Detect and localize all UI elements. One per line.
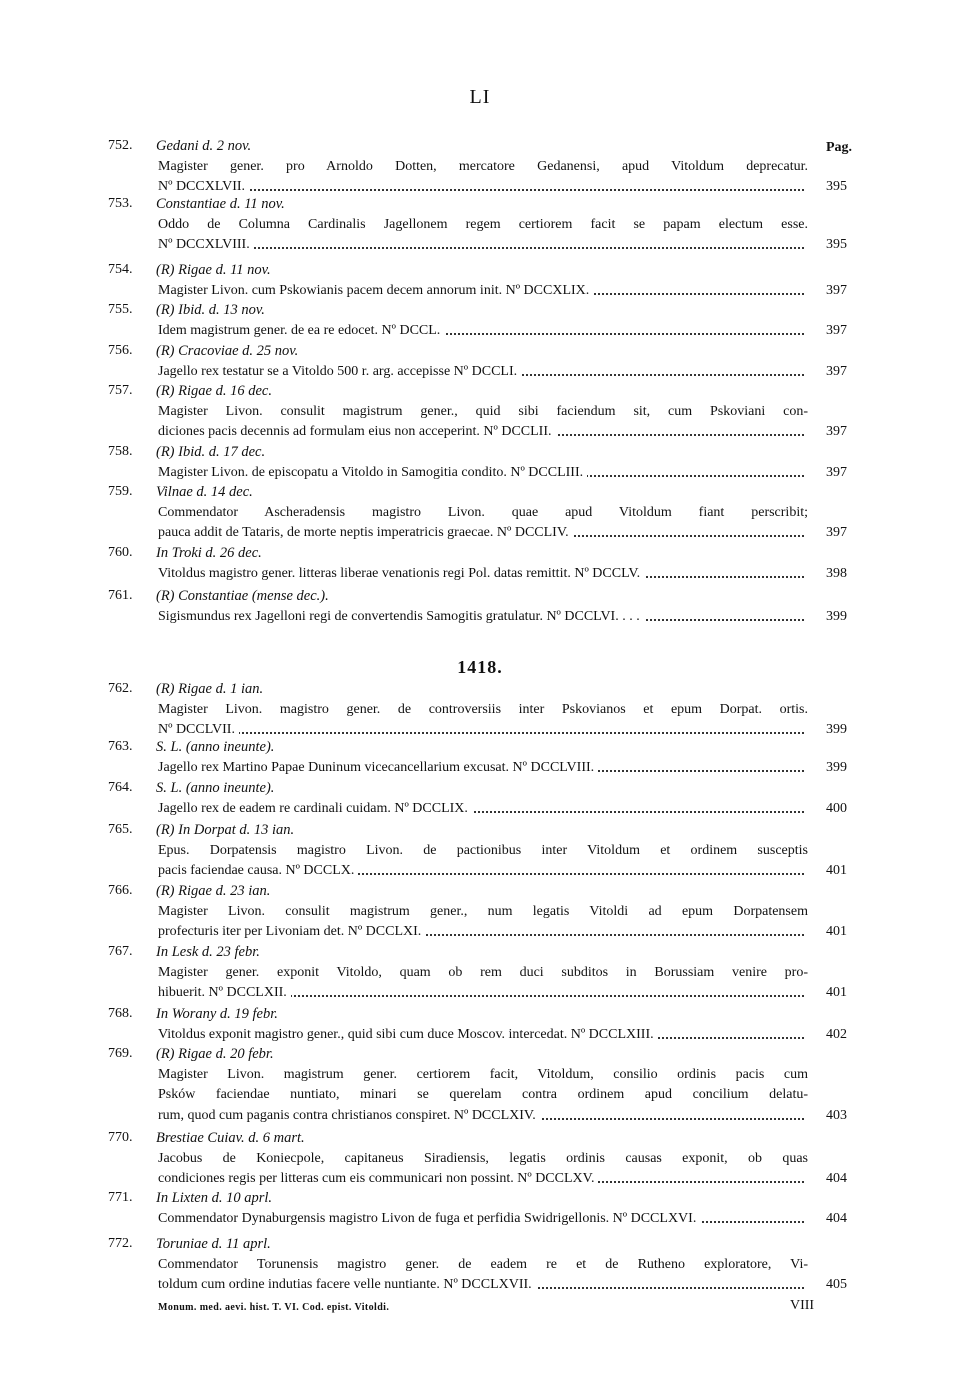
entry-text-line [158,1171,808,1187]
entry-heading: (R) Constantiae (mense dec.). [156,588,329,604]
entry-page-reference: 402 [826,1026,847,1042]
entry-number: 761. [108,588,133,603]
entry-number: 764. [108,780,133,795]
entry-text-line [158,465,808,481]
entry-text: Jacobus de Koniecpole, capitaneus Siradiensis, legatis ordinis causas exponit, ob quas [158,1150,808,1166]
entry-number: 754. [108,262,133,277]
entry-text-line [158,364,808,380]
page-number: LI [469,86,491,108]
entry-heading: (R) Rigae d. 11 nov. [156,262,271,278]
entry-text: pacis faciendae causa. Nº DCCLX. [158,863,358,878]
footer-sheet-number: VIII [790,1298,815,1313]
entry-heading: In Lesk d. 23 febr. [156,944,260,960]
entry-page-reference: 401 [826,863,847,878]
entry-heading: (R) Rigae d. 20 febr. [156,1046,274,1062]
entry-text-line [158,801,808,817]
entry-number: 759. [108,484,133,499]
entry-page-reference: 403 [826,1107,847,1123]
entry-number: 770. [108,1130,133,1145]
entry-text-line [158,566,808,582]
entry-text: Magister Livon. magistro gener. de controversiis inter Pskovianos et epum Dorpat. ortis. [158,701,808,717]
page-column-label: Pag. [826,140,853,155]
entry-text: Commendator Dynaburgensis magistro Livon de fuga et perfidia Swidrigellonis. Nº DCCLXVI. [158,1211,700,1226]
entry-number: 767. [108,944,133,959]
entry-text-line [158,904,808,920]
entry-text-line [158,1027,808,1043]
entry-page-reference: 399 [826,759,847,775]
entry-text: hibuerit. Nº DCCLXII. [158,985,291,1000]
entry-number: 760. [108,545,133,560]
entry-text-line [158,722,808,738]
entry-heading: S. L. (anno ineunte). [156,739,275,755]
entry-text: Sigismundus rex Jagelloni regi de convertendis Samogitis gratulatur. Nº DCCLVI. . . . [158,609,644,624]
entry-number: 762. [108,681,133,696]
entry-page-reference: 397 [826,525,847,540]
entry-text: Nº DCCXLVIII. [158,237,254,252]
entry-text-line [158,924,808,940]
entry-page-reference: 397 [826,424,847,439]
entry-heading: (R) Rigae d. 16 dec. [156,383,272,399]
entry-number: 758. [108,444,133,459]
entry-text-line [158,1067,808,1083]
entry-text-line [158,1257,808,1273]
entry-heading: Gedani d. 2 nov. [156,138,252,154]
entry-text: Nº DCCLVII. [158,722,239,737]
entry-text-line [158,323,808,339]
entry-page-reference: 399 [826,722,847,737]
entry-text: Magister Livon. cum Pskowianis pacem decem annorum init. Nº DCCXLIX. [158,283,593,298]
entry-text-line [158,760,808,776]
entry-text: toldum cum ordine indutias facere velle nuntiante. Nº DCCLXVII. [158,1277,536,1292]
entry-text-line [158,985,808,1001]
entry-page-reference: 397 [826,464,847,480]
entry-text: diciones pacis decennis ad formulam eius non acceperint. Nº DCCLII. [158,424,556,439]
entry-text: Jagello rex testatur se a Vitoldo 500 r. arg. accepisse Nº DCCLI. [158,364,521,379]
entry-number: 763. [108,739,133,754]
entry-heading: In Worany d. 19 febr. [156,1006,278,1022]
entry-page-reference: 401 [826,924,847,939]
entry-heading: Constantiae d. 11 nov. [156,196,285,212]
entry-text: Commendator Ascheradensis magistro Livon. quae apud Vitoldum fiant perscribit; [158,504,808,520]
entry-number: 771. [108,1190,133,1205]
entry-text: profecturis iter per Livoniam det. Nº DCCLXI. [158,924,425,939]
entry-text: Epus. Dorpatensis magistro Livon. de pactionibus inter Vitoldum et ordinem susceptis [158,842,808,858]
entry-heading: (R) Cracoviae d. 25 nov. [156,343,299,359]
year-heading: 1418. [457,657,503,677]
entry-text-line [158,863,808,879]
entry-text: pauca addit de Tataris, de morte neptis imperatricis graecae. Nº DCCLIV. [158,525,573,540]
entry-text-line [158,159,808,175]
entry-page-reference: 395 [826,237,847,252]
entry-heading: In Troki d. 26 dec. [156,545,262,561]
entry-text-line [158,965,808,981]
entry-text: Commendator Torunensis magistro gener. de eadem re et de Rutheno exploratore, Vi- [158,1256,808,1272]
entry-heading: (R) Ibid. d. 13 nov. [156,302,265,318]
entry-page-reference: 404 [826,1210,847,1226]
entry-number: 768. [108,1006,133,1021]
entry-heading: S. L. (anno ineunte). [156,780,275,796]
entry-page-reference: 400 [826,800,847,816]
entry-text: Magister Livon. consulit magistrum gener., quid sibi faciendum sit, cum Pskoviani con- [158,403,808,419]
entry-page-reference: 397 [826,282,847,298]
entry-heading: (R) In Dorpat d. 13 ian. [156,822,295,838]
entry-text-line [158,283,808,299]
entry-text: Nº DCCXLVII. [158,179,249,194]
entry-page-reference: 397 [826,322,847,338]
entry-number: 772. [108,1236,133,1251]
entry-text: Magister gener. pro Arnoldo Dotten, mercatore Gedanensi, apud Vitoldum deprecatur. [158,158,808,174]
entry-heading: In Lixten d. 10 aprl. [156,1190,272,1206]
entry-text-line [158,609,808,625]
entry-heading: (R) Rigae d. 23 ian. [156,883,271,899]
entry-page-reference: 395 [826,179,847,194]
entry-number: 753. [108,196,133,211]
entry-text-line [158,1087,808,1103]
entry-page-reference: 398 [826,565,847,581]
entry-heading: Brestiae Cuiav. d. 6 mart. [156,1130,305,1146]
entry-text-line [158,217,808,233]
entry-text: Oddo de Columna Cardinalis Jagellonem regem certiorem facit se papam electum esse. [158,216,808,232]
entry-number: 756. [108,343,133,358]
entry-text-line [158,505,808,521]
entry-text-line [158,179,808,195]
entry-text: Jagello rex Martino Papae Duninum vicecancellarium excusat. Nº DCCLVIII. [158,760,598,775]
entry-heading: (R) Ibid. d. 17 dec. [156,444,266,460]
entry-text: Vitoldus exponit magistro gener., quid sibi cum duce Moscov. intercedat. Nº DCCLXIII. [158,1027,658,1042]
entry-text: Magister Livon. consulit magistrum gener., num legatis Vitoldi ad epum Dorpatensem [158,903,808,919]
entry-text-line [158,404,808,420]
entry-text-line [158,424,808,440]
entry-text: Psków faciendae nuntiato, minari se querelam contra ordinem apud concilium delatu- [158,1087,808,1102]
entry-text-line [158,843,808,859]
entry-text-line [158,1108,808,1124]
entry-page-reference: 397 [826,363,847,379]
entry-text: condiciones regis per litteras cum eis communicari non possint. Nº DCCLXV. [158,1171,598,1186]
entry-text-line [158,1277,808,1293]
entry-number: 765. [108,822,133,837]
entry-text: Jagello rex de eadem re cardinali cuidam. Nº DCCLIX. [158,801,472,816]
entry-text-line [158,1151,808,1167]
entry-number: 755. [108,302,133,317]
entry-page-reference: 405 [826,1277,847,1292]
entry-text-line [158,525,808,541]
entry-text: rum, quod cum paganis contra christianos conspiret. Nº DCCLXIV. [158,1108,540,1123]
entry-text: Magister Livon. de episcopatu a Vitoldo in Samogitia condito. Nº DCCLIII. [158,465,587,480]
entry-text-line [158,237,808,253]
entry-number: 769. [108,1046,133,1061]
entry-text: Vitoldus magistro gener. litteras liberae venationis regi Pol. datas remittit. Nº DCCLV. [158,566,644,581]
entry-heading: Toruniae d. 11 aprl. [156,1236,271,1252]
entry-page-reference: 401 [826,985,847,1000]
entry-page-reference: 399 [826,608,847,624]
entry-heading: Vilnae d. 14 dec. [156,484,253,500]
entry-text-line [158,702,808,718]
entry-text: Idem magistrum gener. de ea re edocet. Nº DCCL. [158,323,444,338]
entry-heading: (R) Rigae d. 1 ian. [156,681,264,697]
entry-number: 752. [108,138,133,153]
footer-signature: Monum. med. aevi. hist. T. VI. Cod. epist. Vitoldi. [158,1302,390,1313]
entry-number: 766. [108,883,133,898]
entry-number: 757. [108,383,133,398]
entry-text: Magister Livon. magistrum gener. certiorem facit, Vitoldum, consilio ordinis pacis cum [158,1066,808,1082]
entry-page-reference: 404 [826,1171,847,1186]
entry-text-line [158,1211,808,1227]
entry-text: Magister gener. exponit Vitoldo, quam ob rem duci subditos in Borussiam venire pro- [158,964,808,980]
